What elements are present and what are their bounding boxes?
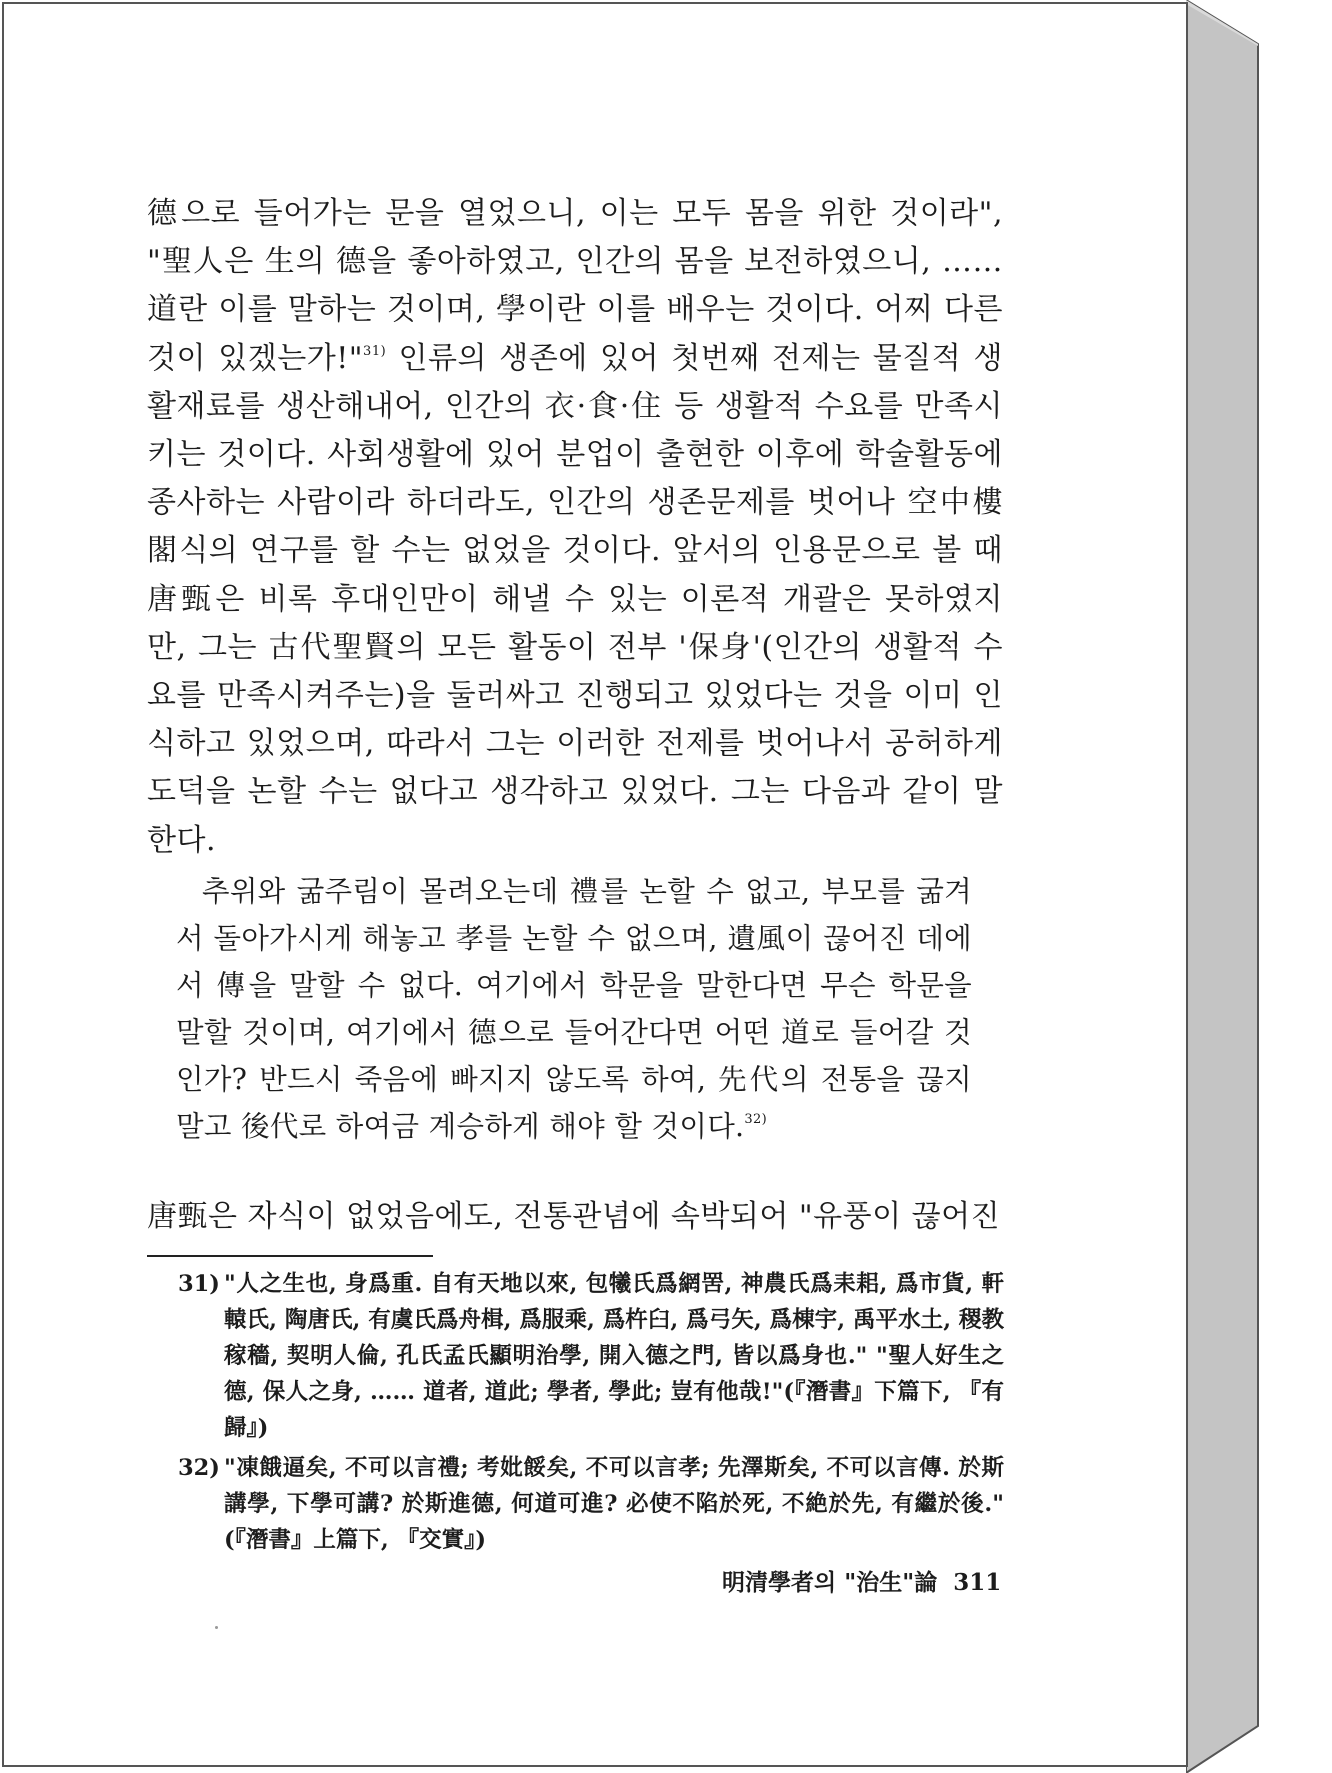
continuation-paragraph: 唐甄은 자식이 없었음에도, 전통관념에 속박되어 "유풍이 끊어진 [147, 1199, 1001, 1234]
footnote-text: "凍餓逼矣, 不可以言禮; 考妣餒矣, 不可以言孝; 先澤斯矣, 不可以言傳. 於斯講學, 下學可講? 於斯進德, 何道可進? 必使不陷於死, 不絶於先, 有繼於後." (『潛書』上篇下, 『交實』) [224, 1455, 1004, 1553]
running-footer [722, 1564, 1004, 1597]
block-quote [176, 868, 972, 1150]
book-page-edge [1186, 0, 1332, 1773]
main-paragraph-text: 德으로 들어가는 문을 열었으니, 이는 모두 몸을 위한 것이라", "聖人은 生의 德을 좋아하였고, 인간의 몸을 보전하였으니, …… 道란 이를 말하는 것이며, 學이란 이를 배우는 것이다. 어찌 다른 것이 있겠는가!" [147, 196, 1003, 376]
footnote-number: 32) [178, 1455, 220, 1481]
footnote-item [178, 1450, 1004, 1558]
footnote-ref-31[interactable]: 31) [363, 343, 387, 359]
footnote-item [178, 1266, 1004, 1446]
print-speck [215, 1626, 218, 1629]
main-paragraph-text-continued: 인류의 생존에 있어 첫번째 전제는 물질적 생활재료를 생산해내어, 인간의 衣·食·住 등 생활적 수요를 만족시키는 것이다. 사회생활에 있어 분업이 출현한 이후에 학술활동에 종사하는 사람이라 하더라도, 인간의 생존문제를 벗어나 空中樓閣식의 연구를 할 수는 없었을 것이다. 앞서의 인용문으로 볼 때 唐甄은 비록 후대인만이 해낼 수 있는 이론적 개괄은 못하였지만, 그는 古代聖賢의 모든 활동이 전부 '保身'(인간의 생활적 수요를 만족시켜주는)을 둘러싸고 진행되고 있었다는 것을 이미 인식하고 있었으며, 따라서 그는 이러한 전제를 벗어나서 공허하게 도덕을 논할 수는 없다고 생각하고 있었다. 그는 다음과 같이 말한다. [147, 340, 1003, 858]
page-number: 311 [953, 1569, 1002, 1596]
footnotes [178, 1266, 1004, 1562]
block-quote-text: 추위와 굶주림이 몰려오는데 禮를 논할 수 없고, 부모를 굶겨서 돌아가시게 해놓고 孝를 논할 수 없으며, 遺風이 끊어진 데에서 傳을 말할 수 없다. 여기에서 학문을 말한다면 무슨 학문을 말할 것이며, 여기에서 德으로 들어간다면 어떤 道로 들어갈 것인가? 반드시 죽음에 빠지지 않도록 하여, 先代의 전통을 끊지 말고 後代로 하여금 계승하게 해야 할 것이다. [176, 875, 972, 1143]
main-paragraph [147, 190, 1003, 865]
footnote-text: "人之生也, 身爲重. 自有天地以來, 包犧氏爲網罟, 神農氏爲耒耜, 爲市貨, 軒轅氏, 陶唐氏, 有虞氏爲舟楫, 爲服乘, 爲杵臼, 爲弓矢, 爲棟宇, 禹平水土, 稷教稼穡, 契明人倫, 孔氏孟氏顯明治學, 開入德之門, 皆以爲身也." "聖人好生之德, 保人之身, …… 道者, 道此; 學者, 學此; 豈有他哉!"(『潛書』下篇下, 『有歸』) [224, 1271, 1004, 1441]
footnote-divider [147, 1255, 433, 1257]
running-footer-title: 明清學者의 "治生"論 [722, 1569, 938, 1596]
footnote-number: 31) [178, 1271, 220, 1297]
footnote-ref-32[interactable]: 32) [744, 1112, 767, 1127]
